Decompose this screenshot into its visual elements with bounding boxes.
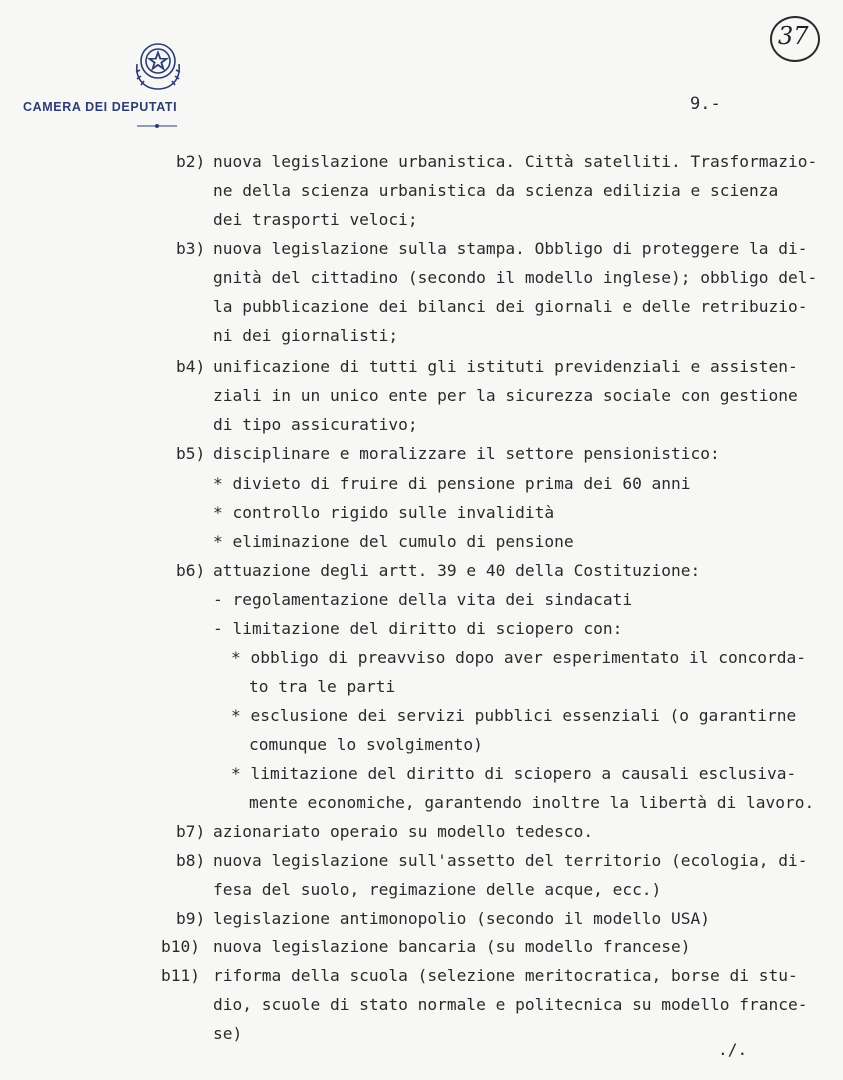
sub-item: - limitazione del diritto di sciopero con: (213, 619, 623, 638)
item-line: ni dei giornalisti; (213, 326, 399, 345)
item-line: ne della scienza urbanistica da scienza edilizia e scienza (213, 181, 779, 200)
item-marker: b10) (161, 937, 200, 956)
item-line: attuazione degli artt. 39 e 40 della Costituzione: (213, 561, 701, 580)
sub-sub-item: * obbligo di preavviso dopo aver esperimentato il concorda- (231, 648, 806, 667)
item-line: legislazione antimonopolio (secondo il modello USA) (213, 909, 711, 928)
item-line: disciplinare e moralizzare il settore pensionistico: (213, 444, 720, 463)
sub-item: * eliminazione del cumulo di pensione (213, 532, 574, 551)
chamber-name: CAMERA DEI DEPUTATI (23, 100, 178, 114)
item-line: la pubblicazione dei bilanci dei giornali e delle retribuzio- (213, 297, 808, 316)
item-line: fesa del suolo, regimazione delle acque, ecc.) (213, 880, 662, 899)
sub-sub-item: * esclusione dei servizi pubblici essenziali (o garantirne (231, 706, 797, 725)
item-line: nuova legislazione urbanistica. Città satelliti. Trasformazio- (213, 152, 818, 171)
item-marker: b7) (176, 822, 206, 841)
item-line: gnità del cittadino (secondo il modello inglese); obbligo del- (213, 268, 818, 287)
item-line: ziali in un unico ente per la sicurezza sociale con gestione (213, 386, 798, 405)
item-line: azionariato operaio su modello tedesco. (213, 822, 594, 841)
item-line: unificazione di tutti gli istituti previdenziali e assisten- (213, 357, 798, 376)
italian-republic-emblem-icon (131, 34, 185, 92)
ornament-divider-icon (137, 122, 177, 130)
item-marker: b4) (176, 357, 206, 376)
item-marker: b9) (176, 909, 206, 928)
item-line: se) (213, 1024, 243, 1043)
sub-item: - regolamentazione della vita dei sindacati (213, 590, 633, 609)
handwritten-number-text: 37 (778, 22, 809, 50)
item-line: dio, scuole di stato normale e politecnica su modello france- (213, 995, 808, 1014)
item-marker: b8) (176, 851, 206, 870)
item-marker: b6) (176, 561, 206, 580)
item-line: nuova legislazione sulla stampa. Obbligo di proteggere la di- (213, 239, 808, 258)
continuation-mark: ./. (718, 1040, 748, 1059)
sub-item: * divieto di fruire di pensione prima dei 60 anni (213, 474, 691, 493)
item-marker: b11) (161, 966, 200, 985)
item-marker: b3) (176, 239, 206, 258)
item-line: di tipo assicurativo; (213, 415, 418, 434)
sub-sub-item: * limitazione del diritto di sciopero a causali esclusiva- (231, 764, 797, 783)
item-marker: b5) (176, 444, 206, 463)
sub-item: * controllo rigido sulle invalidità (213, 503, 555, 522)
sub-sub-item: to tra le parti (249, 677, 396, 696)
sub-sub-item: mente economiche, garantendo inoltre la libertà di lavoro. (249, 793, 815, 812)
item-marker: b2) (176, 152, 206, 171)
item-line: nuova legislazione bancaria (su modello francese) (213, 937, 691, 956)
handwritten-page-number (770, 16, 822, 64)
item-line: nuova legislazione sull'assetto del territorio (ecologia, di- (213, 851, 808, 870)
item-line: riforma della scuola (selezione meritocratica, borse di stu- (213, 966, 798, 985)
sub-sub-item: comunque lo svolgimento) (249, 735, 483, 754)
item-line: dei trasporti veloci; (213, 210, 418, 229)
page-number: 9.- (690, 94, 721, 114)
